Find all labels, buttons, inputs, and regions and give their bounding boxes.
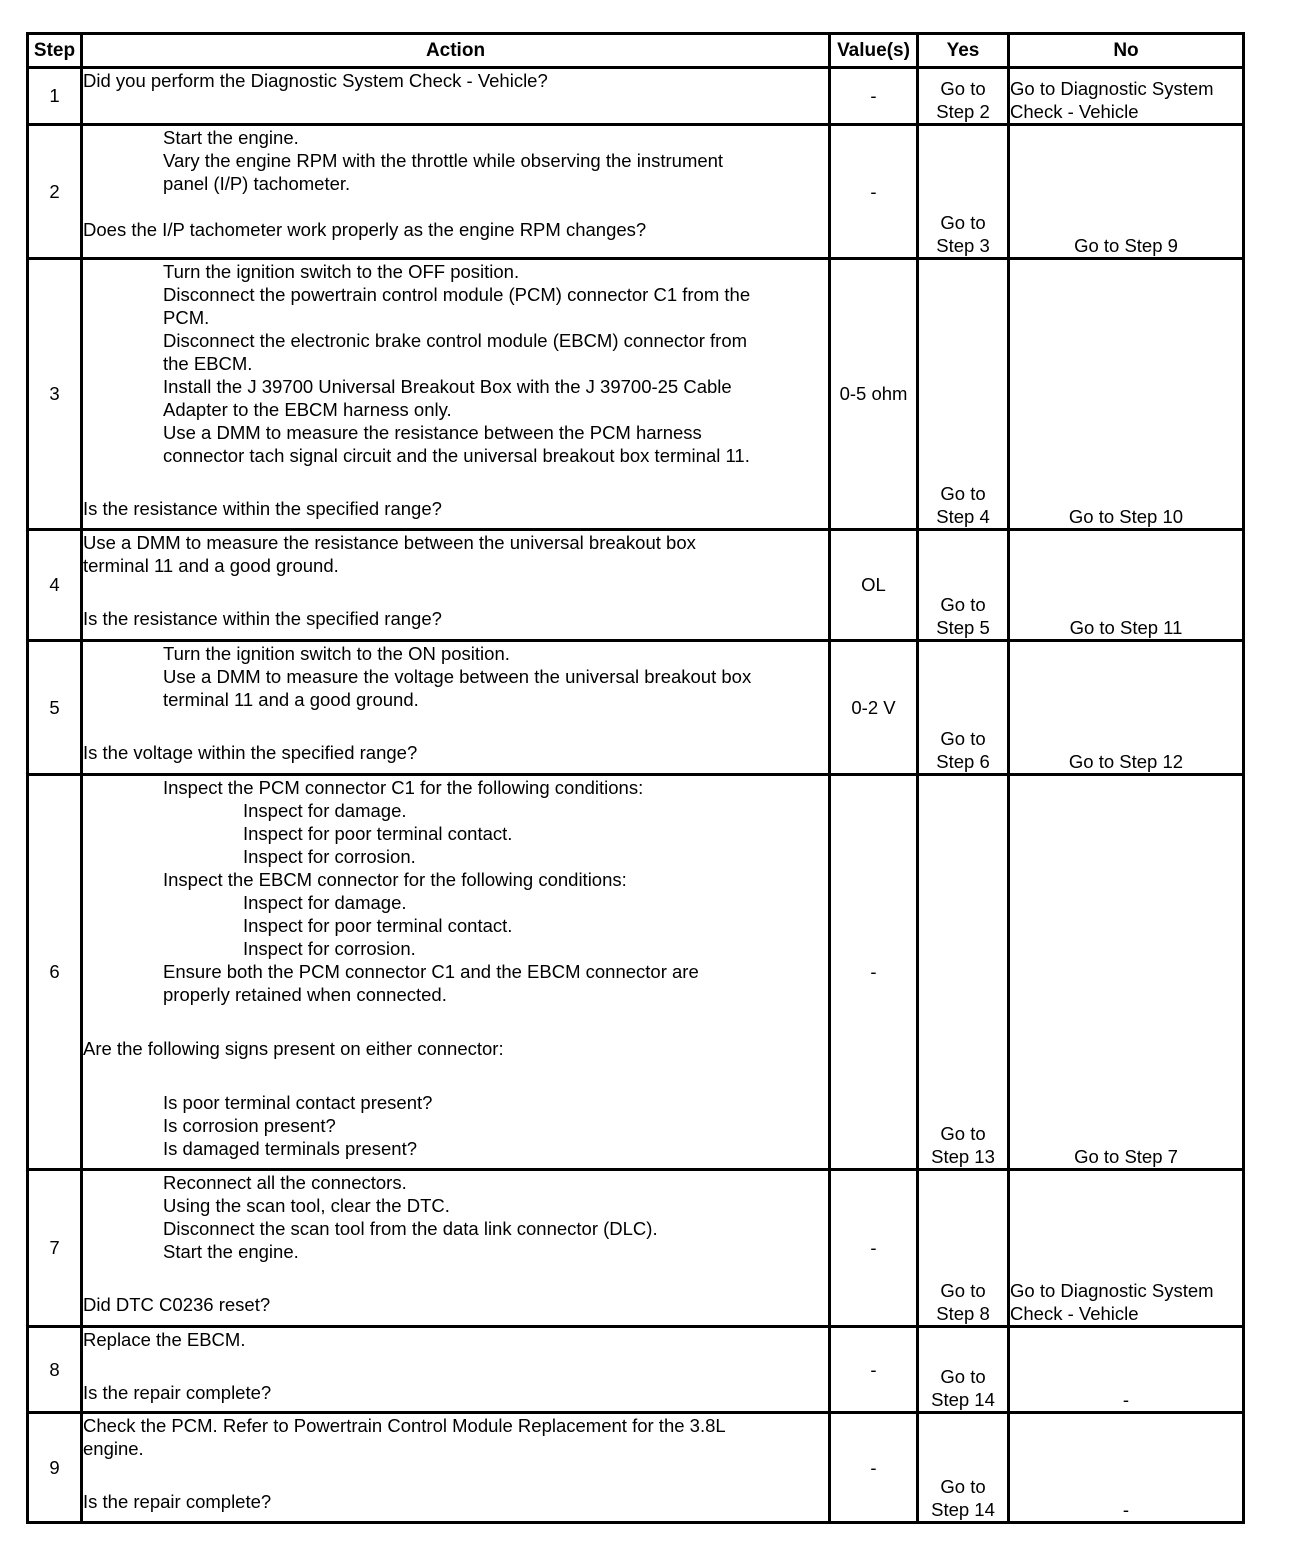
no-line: Check - Vehicle [1010, 101, 1139, 122]
table-row-step-2 [28, 125, 1244, 259]
table-row-step-1 [28, 68, 1244, 125]
no-line: Go to Step 12 [1068, 751, 1184, 772]
step-number: 6 [28, 775, 82, 1170]
action-cell [82, 1327, 830, 1413]
action-line: Turn the ignition switch to the ON position. [163, 643, 510, 664]
action-sub-question: Is poor terminal contact present? [163, 1092, 433, 1113]
no-line: - [1122, 1389, 1130, 1410]
step-number: 7 [28, 1170, 82, 1327]
yes-line: Step 5 [936, 617, 990, 638]
action-line: Inspect for corrosion. [243, 846, 416, 867]
yes-line: Step 14 [931, 1389, 995, 1410]
value-cell: - [830, 1327, 918, 1413]
yes-cell [918, 1413, 1009, 1523]
action-line: Disconnect the electronic brake control module (EBCM) connector from [163, 330, 748, 351]
action-cell [82, 775, 830, 1170]
no-line: Go to Step 10 [1068, 506, 1184, 527]
action-line: Inspect for damage. [243, 800, 407, 821]
value-cell: OL [830, 530, 918, 641]
no-line: Go to Step 7 [1074, 1146, 1178, 1167]
yes-cell [918, 259, 1009, 530]
action-line: Inspect the EBCM connector for the following conditions: [163, 869, 627, 890]
yes-line: Go to [940, 78, 986, 99]
yes-cell [918, 1170, 1009, 1327]
action-cell [82, 641, 830, 775]
header-no: No [1009, 34, 1244, 68]
yes-line: Step 6 [936, 751, 990, 772]
header-row [28, 34, 1244, 68]
action-question: Did DTC C0236 reset? [83, 1294, 271, 1315]
yes-cell [918, 68, 1009, 125]
step-number: 3 [28, 259, 82, 530]
value-cell: - [830, 1170, 918, 1327]
no-cell [1009, 68, 1244, 125]
table-row-step-7 [28, 1170, 1244, 1327]
yes-line: Step 2 [936, 101, 990, 122]
action-line: PCM. [163, 307, 210, 328]
step-number: 5 [28, 641, 82, 775]
no-cell [1009, 641, 1244, 775]
action-line: Inspect the PCM connector C1 for the following conditions: [163, 777, 644, 798]
step-number: 9 [28, 1413, 82, 1523]
yes-cell [918, 1327, 1009, 1413]
action-question: Is the repair complete? [83, 1382, 272, 1403]
yes-cell [918, 775, 1009, 1170]
header-yes: Yes [918, 34, 1009, 68]
action-cell [82, 530, 830, 641]
no-cell [1009, 530, 1244, 641]
action-line: Ensure both the PCM connector C1 and the EBCM connector are [163, 961, 699, 982]
yes-line: Step 8 [936, 1303, 990, 1324]
no-cell [1009, 1170, 1244, 1327]
yes-line: Go to [940, 483, 986, 504]
action-cell [82, 1413, 830, 1523]
action-line: Vary the engine RPM with the throttle while observing the instrument [163, 150, 724, 171]
table-row-step-9 [28, 1413, 1244, 1523]
action-line: terminal 11 and a good ground. [83, 555, 339, 576]
yes-cell [918, 530, 1009, 641]
no-cell [1009, 775, 1244, 1170]
action-cell [82, 1170, 830, 1327]
action-cell [82, 68, 830, 125]
no-cell [1009, 259, 1244, 530]
action-line: Use a DMM to measure the voltage between the universal breakout box [163, 666, 752, 687]
yes-line: Go to [940, 1280, 986, 1301]
action-line: Disconnect the powertrain control module (PCM) connector C1 from the [163, 284, 751, 305]
yes-line: Step 4 [936, 506, 990, 527]
no-line: - [1122, 1499, 1130, 1520]
action-question: Is the repair complete? [83, 1491, 272, 1512]
action-line: panel (I/P) tachometer. [163, 173, 351, 194]
value-cell: 0-5 ohm [830, 259, 918, 530]
no-line: Check - Vehicle [1010, 1303, 1139, 1324]
action-line: properly retained when connected. [163, 984, 447, 1005]
no-cell [1009, 1413, 1244, 1523]
no-line: Go to Diagnostic System [1010, 78, 1214, 99]
yes-line: Step 3 [936, 235, 990, 256]
diagnostic-table [26, 32, 1245, 1524]
action-line: Inspect for corrosion. [243, 938, 416, 959]
header-action: Action [82, 34, 830, 68]
no-line: Go to Step 11 [1069, 617, 1183, 638]
action-line: Replace the EBCM. [83, 1329, 246, 1350]
value-cell: - [830, 1413, 918, 1523]
action-line: Turn the ignition switch to the OFF position. [163, 261, 520, 282]
yes-line: Step 14 [931, 1499, 995, 1520]
action-question: Is the voltage within the specified range? [83, 742, 418, 763]
action-line: Start the engine. [163, 1241, 299, 1262]
yes-cell [918, 125, 1009, 259]
step-number: 8 [28, 1327, 82, 1413]
table-row-step-3 [28, 259, 1244, 530]
yes-line: Go to [940, 1366, 986, 1387]
yes-cell [918, 641, 1009, 775]
action-line: Adapter to the EBCM harness only. [163, 399, 452, 420]
value-cell: - [830, 68, 918, 125]
table-row-step-6 [28, 775, 1244, 1170]
action-line: Use a DMM to measure the resistance between the PCM harness [163, 422, 702, 443]
action-line: the EBCM. [163, 353, 253, 374]
action-question: Are the following signs present on either connector: [83, 1038, 504, 1059]
yes-line: Go to [940, 728, 986, 749]
header-step: Step [28, 34, 82, 68]
action-question: Does the I/P tachometer work properly as the engine RPM changes? [83, 219, 647, 240]
yes-line: Go to [940, 1123, 986, 1144]
step-number: 4 [28, 530, 82, 641]
action-question: Is the resistance within the specified range? [83, 498, 442, 519]
no-cell [1009, 1327, 1244, 1413]
action-line: Start the engine. [163, 127, 299, 148]
no-cell [1009, 125, 1244, 259]
action-cell [82, 125, 830, 259]
yes-line: Go to [940, 594, 986, 615]
yes-line: Step 13 [931, 1146, 995, 1167]
action-sub-question: Is corrosion present? [163, 1115, 336, 1136]
action-line: Reconnect all the connectors. [163, 1172, 407, 1193]
action-line: Inspect for poor terminal contact. [243, 823, 513, 844]
action-line: terminal 11 and a good ground. [163, 689, 419, 710]
value-cell: 0-2 V [830, 641, 918, 775]
action-line: connector tach signal circuit and the universal breakout box terminal 11. [163, 445, 750, 466]
action-line: Use a DMM to measure the resistance between the universal breakout box [83, 532, 696, 553]
yes-line: Go to [940, 212, 986, 233]
header-values: Value(s) [830, 34, 918, 68]
action-line: Check the PCM. Refer to Powertrain Control Module Replacement for the 3.8L [83, 1415, 726, 1436]
action-question: Is the resistance within the specified range? [83, 608, 442, 629]
action-line: Inspect for damage. [243, 892, 407, 913]
action-line: Inspect for poor terminal contact. [243, 915, 513, 936]
no-line: Go to Step 9 [1074, 235, 1178, 256]
value-cell: - [830, 775, 918, 1170]
action-line: Install the J 39700 Universal Breakout Box with the J 39700-25 Cable [163, 376, 732, 397]
yes-line: Go to [940, 1476, 986, 1497]
step-number: 1 [28, 68, 82, 125]
action-line: Using the scan tool, clear the DTC. [163, 1195, 450, 1216]
action-line: Disconnect the scan tool from the data link connector (DLC). [163, 1218, 658, 1239]
no-line: Go to Diagnostic System [1010, 1280, 1214, 1301]
table-row-step-8 [28, 1327, 1244, 1413]
action-cell [82, 259, 830, 530]
value-cell: - [830, 125, 918, 259]
table-row-step-4 [28, 530, 1244, 641]
step-number: 2 [28, 125, 82, 259]
action-line: engine. [83, 1438, 144, 1459]
table-row-step-5 [28, 641, 1244, 775]
action-line: Did you perform the Diagnostic System Check - Vehicle? [83, 70, 548, 91]
action-sub-question: Is damaged terminals present? [163, 1138, 417, 1159]
